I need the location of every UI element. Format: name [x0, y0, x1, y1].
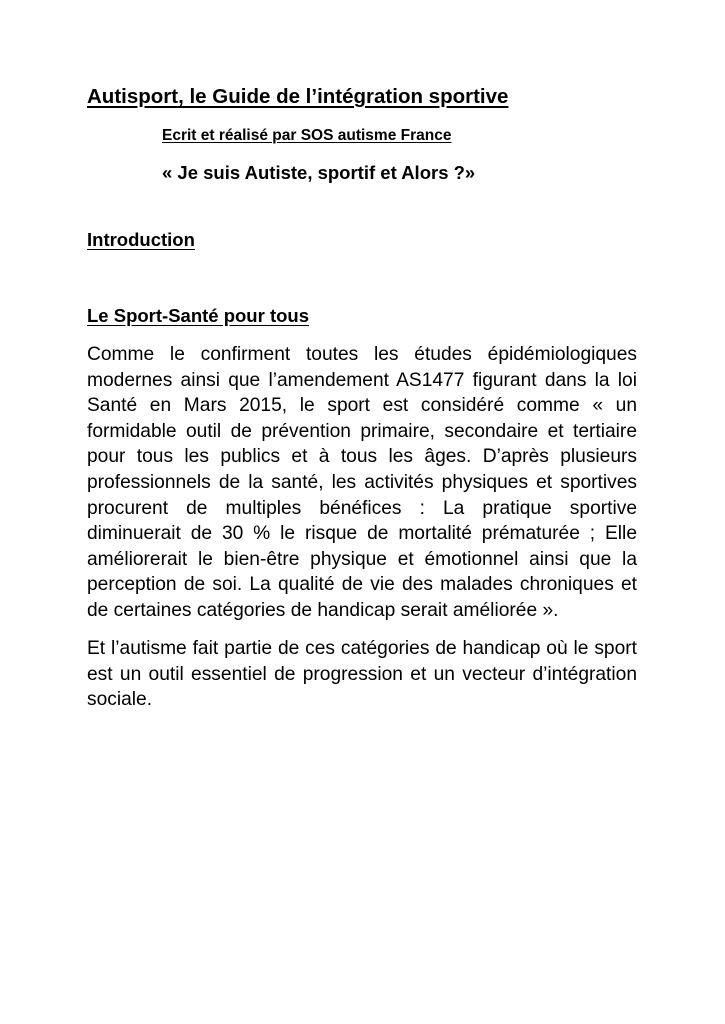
body-paragraph: Comme le confirment toutes les études épidémiologiques modernes ainsi que l’amendement AS1477 figurant dans la loi Santé en Mars 2015, le sport est considéré comme « un formidable outil de prévention primaire, secondaire et tertiaire pour tous les publics et à tous les âges. D’après plusieurs professionnels de la santé, les activités physiques et sportives procurent de multiples bénéfices : La pratique sportive diminuerait de 30 % le risque de mortalité prématurée ; Elle améliorerait le bien-être physique et émotionnel ainsi que la perception de soi. La qualité de vie des malades chroniques et de certaines catégories de handicap serait améliorée ».	[87, 344, 637, 621]
document-title: Autisport, le Guide de l’intégration sportive	[87, 85, 509, 108]
document-quote: « Je suis Autiste, sportif et Alors ?»	[162, 162, 476, 183]
document-subtitle: Ecrit et réalisé par SOS autisme France	[162, 127, 452, 144]
section-heading-sport-sante: Le Sport-Santé pour tous	[87, 305, 309, 326]
body-paragraph: Et l’autisme fait partie de ces catégories de handicap où le sport est un outil essentiel de progression et un vecteur d’intégration sociale.	[87, 638, 637, 711]
section-heading-introduction: Introduction	[87, 229, 195, 250]
